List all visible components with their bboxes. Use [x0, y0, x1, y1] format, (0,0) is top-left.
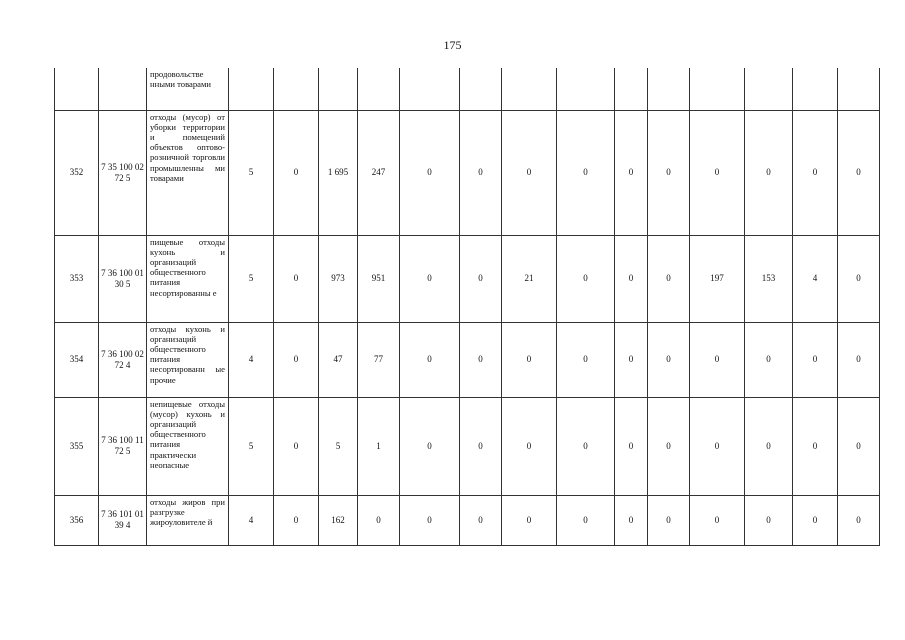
waste-code-cell: 7 35 100 02 72 5 [99, 110, 147, 235]
value-cell: 247 [358, 110, 400, 235]
value-cell: 162 [319, 495, 358, 545]
value-cell: 0 [793, 495, 838, 545]
table-row [55, 322, 880, 397]
value-cell: 47 [319, 322, 358, 397]
value-cell: 0 [793, 322, 838, 397]
table-row-continued [55, 68, 880, 110]
value-cell: 0 [400, 322, 460, 397]
value-cell: 0 [557, 397, 615, 495]
value-cell: 0 [460, 235, 502, 322]
value-cell: 5 [229, 397, 274, 495]
value-cell: 0 [615, 110, 648, 235]
value-cell: 0 [274, 235, 319, 322]
value-cell: 0 [838, 322, 880, 397]
waste-name-cell: отходы кухонь и организаций общественного питания несортированн ые прочие [147, 322, 229, 397]
value-cell: 0 [502, 110, 557, 235]
value-cell: 0 [838, 495, 880, 545]
value-cell: 0 [838, 110, 880, 235]
table-row [55, 397, 880, 495]
value-cell [274, 68, 319, 110]
value-cell: 0 [557, 110, 615, 235]
value-cell: 1 695 [319, 110, 358, 235]
value-cell: 0 [274, 322, 319, 397]
value-cell: 5 [229, 110, 274, 235]
table-row [55, 110, 880, 235]
value-cell [793, 68, 838, 110]
value-cell: 0 [690, 495, 745, 545]
value-cell [648, 68, 690, 110]
value-cell: 0 [557, 235, 615, 322]
waste-name-cell: отходы жиров при разгрузке жироуловителе й [147, 495, 229, 545]
value-cell: 0 [793, 110, 838, 235]
value-cell: 4 [793, 235, 838, 322]
value-cell [838, 68, 880, 110]
value-cell: 0 [557, 322, 615, 397]
value-cell: 0 [648, 110, 690, 235]
waste-code-cell: 7 36 100 11 72 5 [99, 397, 147, 495]
value-cell: 0 [745, 110, 793, 235]
value-cell [690, 68, 745, 110]
value-cell: 0 [274, 397, 319, 495]
value-cell [229, 68, 274, 110]
value-cell: 4 [229, 322, 274, 397]
value-cell: 0 [460, 495, 502, 545]
value-cell: 0 [690, 397, 745, 495]
value-cell [745, 68, 793, 110]
value-cell: 0 [400, 495, 460, 545]
waste-name-cell: отходы (мусор) от уборки территории и помещений объектов оптово-розничной торговли промышленны ми товарами [147, 110, 229, 235]
value-cell: 21 [502, 235, 557, 322]
value-cell: 0 [274, 495, 319, 545]
value-cell: 0 [460, 397, 502, 495]
value-cell: 0 [648, 397, 690, 495]
value-cell: 0 [793, 397, 838, 495]
waste-code-cell: 7 36 100 02 72 4 [99, 322, 147, 397]
value-cell: 0 [648, 495, 690, 545]
value-cell: 0 [615, 235, 648, 322]
value-cell: 0 [745, 397, 793, 495]
value-cell: 5 [229, 235, 274, 322]
value-cell: 0 [358, 495, 400, 545]
value-cell: 77 [358, 322, 400, 397]
value-cell: 0 [615, 322, 648, 397]
table-row [55, 235, 880, 322]
row-number-cell: 355 [55, 397, 99, 495]
table-body [55, 68, 880, 545]
value-cell: 0 [838, 235, 880, 322]
value-cell: 197 [690, 235, 745, 322]
value-cell [400, 68, 460, 110]
row-number-cell: 353 [55, 235, 99, 322]
value-cell: 0 [648, 235, 690, 322]
value-cell [502, 68, 557, 110]
table-row [55, 495, 880, 545]
value-cell: 0 [690, 110, 745, 235]
value-cell: 5 [319, 397, 358, 495]
value-cell: 0 [838, 397, 880, 495]
value-cell: 0 [745, 322, 793, 397]
value-cell: 0 [557, 495, 615, 545]
row-number-cell: 356 [55, 495, 99, 545]
value-cell: 0 [690, 322, 745, 397]
waste-name-cell: пищевые отходы кухонь и организаций общественного питания несортированны е [147, 235, 229, 322]
value-cell: 0 [648, 322, 690, 397]
waste-code-cell: 7 36 101 01 39 4 [99, 495, 147, 545]
value-cell: 0 [615, 397, 648, 495]
value-cell [358, 68, 400, 110]
waste-name-cell: продовольстве нными товарами [147, 68, 229, 110]
waste-code-cell [99, 68, 147, 110]
value-cell: 0 [745, 495, 793, 545]
value-cell: 0 [502, 397, 557, 495]
value-cell: 973 [319, 235, 358, 322]
page-number: 175 [443, 38, 462, 52]
value-cell: 0 [615, 495, 648, 545]
value-cell: 0 [400, 110, 460, 235]
value-cell: 0 [460, 322, 502, 397]
waste-name-cell: непищевые отходы (мусор) кухонь и организаций общественного питания практически неопасные [147, 397, 229, 495]
value-cell: 0 [400, 235, 460, 322]
value-cell: 1 [358, 397, 400, 495]
value-cell: 0 [502, 495, 557, 545]
waste-code-cell: 7 36 100 01 30 5 [99, 235, 147, 322]
row-number-cell [55, 68, 99, 110]
value-cell: 0 [460, 110, 502, 235]
row-number-cell: 352 [55, 110, 99, 235]
value-cell: 153 [745, 235, 793, 322]
value-cell: 951 [358, 235, 400, 322]
value-cell: 0 [502, 322, 557, 397]
row-number-cell: 354 [55, 322, 99, 397]
value-cell [615, 68, 648, 110]
waste-data-table [54, 68, 880, 546]
value-cell [557, 68, 615, 110]
value-cell [319, 68, 358, 110]
value-cell: 0 [400, 397, 460, 495]
value-cell: 4 [229, 495, 274, 545]
value-cell: 0 [274, 110, 319, 235]
value-cell [460, 68, 502, 110]
